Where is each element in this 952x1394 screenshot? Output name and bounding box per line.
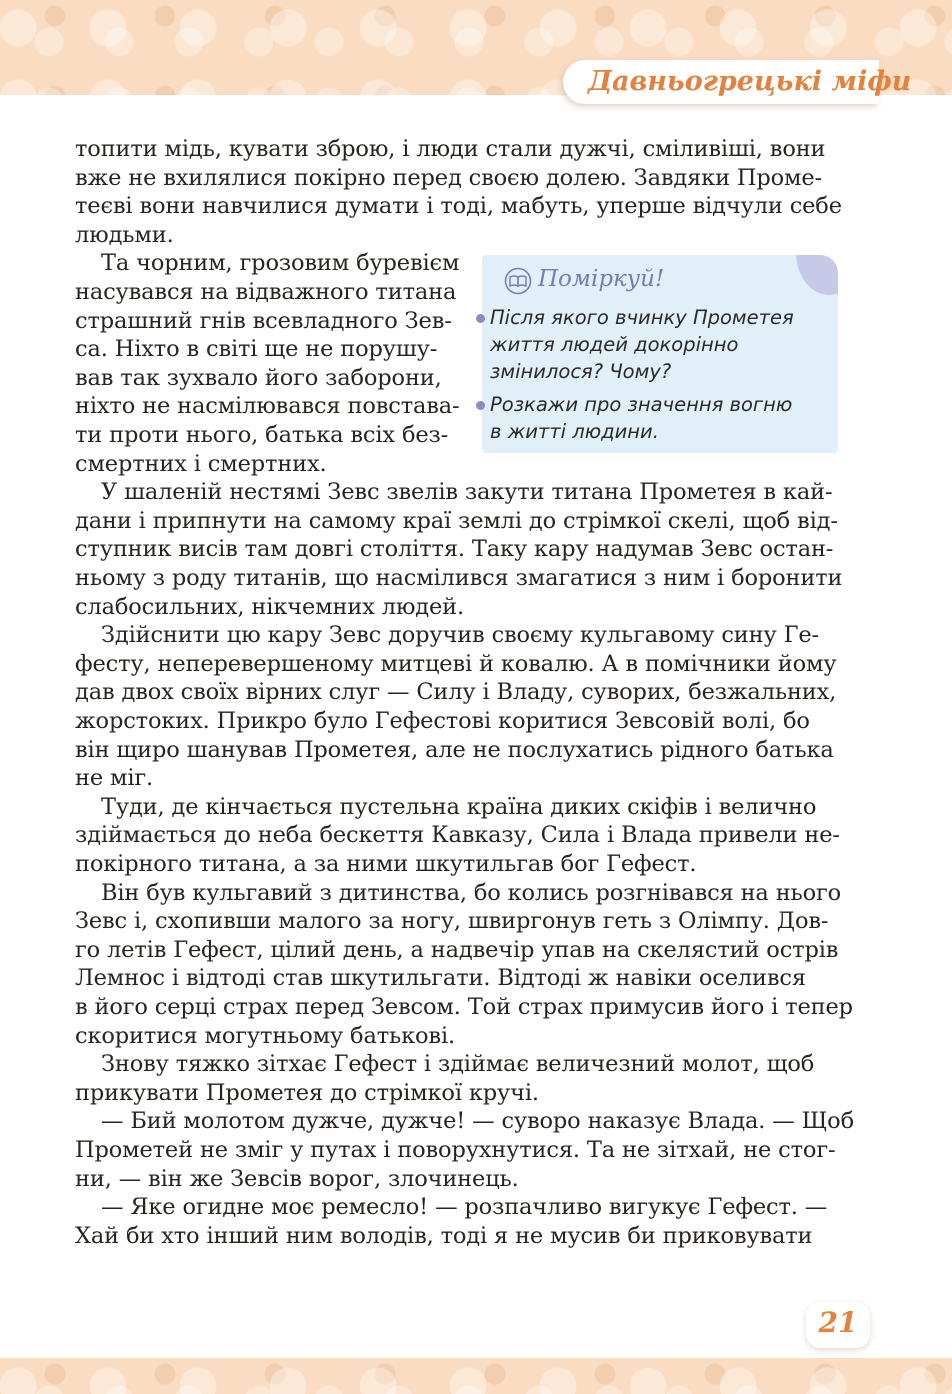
text-line: страшний гнів всевладного Зев- <box>75 307 452 334</box>
section-title: Давньогрецькі міфи <box>588 66 912 97</box>
text-line: смертних і смертних. <box>75 450 327 477</box>
open-book-icon <box>504 267 532 295</box>
sidebox-title: Поміркуй! <box>538 266 665 292</box>
text-line: людьми. <box>75 221 174 248</box>
text-line: насувався на відважного титана <box>75 279 457 305</box>
text-line: прикувати Прометея до стрімкої кручі. <box>75 1079 539 1106</box>
text-line: — Бий молотом дужче, дужче! — суворо наказує Влада. — Щоб <box>101 1108 854 1135</box>
text-line: не міг. <box>75 765 154 792</box>
text-line: Туди, де кінчається пустельна країна диких скіфів і велично <box>101 793 817 820</box>
text-line: Знову тяжко зітхає Гефест і здіймає величезний молот, щоб <box>101 1051 815 1078</box>
text-line: вав так зухвало його заборони, <box>75 364 442 391</box>
text-line: У шаленій нестямі Зевс звелів закути титана Прометея в кай- <box>101 479 833 506</box>
sidebox-question-line: в житті людини. <box>490 420 659 443</box>
text-line: скоритися могутньому батькові. <box>75 1022 455 1049</box>
text-line: жорстоких. Прикро було Гефестові коритися Зевсовій волі, бо <box>75 708 810 734</box>
text-line: Зевс і, схопивши малого за ногу, швиргонув геть з Олімпу. Дов- <box>75 908 829 935</box>
text-line: покірного титана, а за ними шкутильгав бог Гефест. <box>75 851 697 877</box>
text-line: Лемнос і відтоді став шкутильгати. Відтоді ж навіки оселився <box>75 965 806 992</box>
text-line: ніхто не насмілювався повстава- <box>75 393 460 420</box>
text-line: го летів Гефест, цілий день, а надвечір упав на скелястий острів <box>75 936 839 963</box>
sidebox-question-line: життя людей докорінно <box>490 333 739 356</box>
text-line: здіймається до неба бескеття Кавказу, Сила і Влада привели не- <box>75 822 840 849</box>
text-line: са. Ніхто в світі ще не порушу- <box>75 336 438 363</box>
page-number: 21 <box>818 1306 858 1339</box>
text-line: Прометей не зміг у путах і поворухнутися. Та не зітхай, не стог- <box>75 1137 836 1163</box>
decorative-footer-band <box>0 1358 952 1394</box>
text-line: вже не вхилялися покірно перед своєю долею. Завдяки Проме- <box>75 164 823 191</box>
text-line: ньому з роду титанів, що насмілився змагатися з ним і боронити <box>75 565 843 591</box>
text-line: дани і припнути на самому краї землі до стрімкої скелі, щоб від- <box>75 507 838 534</box>
text-line: ступник висів там довгі століття. Таку кару надумав Зевс остан- <box>75 536 834 563</box>
text-line: Хай би хто інший ним володів, тоді я не мусив би приковувати <box>75 1222 813 1249</box>
text-line: дав двох своїх вірних слуг — Силу і Владу, суворих, безжальних, <box>75 679 837 706</box>
text-line: фесту, неперевершеному митцеві й ковалю. А в помічники йому <box>75 650 837 677</box>
text-line: слабосильних, нікчемних людей. <box>75 593 465 620</box>
text-line: топити мідь, кувати зброю, і люди стали дужчі, сміливіші, вони <box>75 136 826 162</box>
sidebox-corner-decoration <box>796 255 838 295</box>
sidebox-question-line: змінилося? Чому? <box>490 360 672 383</box>
text-line: Він був кульгавий з дитинства, бо колись розгнівався на нього <box>101 879 842 906</box>
sidebox-question-line: Після якого вчинку Прометея <box>490 306 794 329</box>
text-line: Та чорним, грозовим буревієм <box>101 250 460 277</box>
text-line: — Яке огидне моє ремесло! — розпачливо вигукує Гефест. — <box>101 1194 828 1221</box>
sidebox-question-line: Розкажи про значення вогню <box>490 393 793 416</box>
bullet-icon <box>476 401 485 410</box>
text-line: в його серці страх перед Зевсом. Той страх примусив його і тепер <box>75 994 853 1020</box>
bullet-icon <box>476 314 485 323</box>
text-line: Здійснити цю кару Зевс доручив своєму кульгавому сину Ге- <box>101 622 819 649</box>
text-line: теєві вони навчилися думати і тоді, мабуть, уперше відчули себе <box>75 193 842 220</box>
text-line: ни, — він же Зевсів ворог, злочинець. <box>75 1165 519 1192</box>
text-line: він щиро шанував Прометея, але не послухатись рідного батька <box>75 736 834 763</box>
text-line: ти проти нього, батька всіх без- <box>75 422 449 448</box>
